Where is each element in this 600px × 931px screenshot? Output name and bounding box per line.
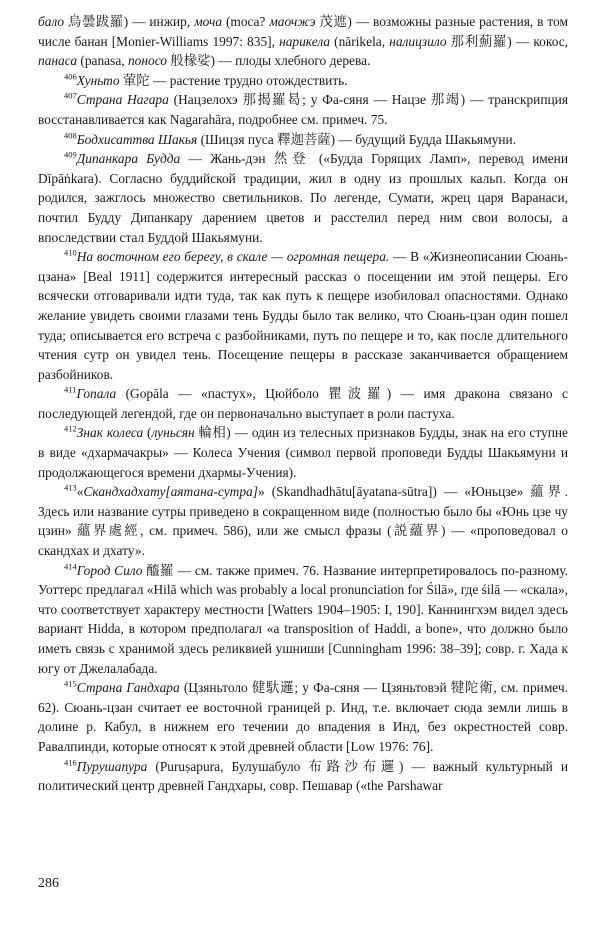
footnote-text: (nārikela, bbox=[330, 33, 390, 49]
footnote-number: 410 bbox=[64, 247, 77, 258]
footnote-term: панаса bbox=[38, 53, 78, 69]
footnote-term: нарикела bbox=[279, 33, 331, 49]
footnote-416 bbox=[38, 757, 568, 796]
footnote-406 bbox=[38, 71, 568, 91]
footnote-number: 408 bbox=[64, 130, 77, 141]
footnote-term: Гопала bbox=[76, 386, 117, 402]
footnote-number: 406 bbox=[64, 71, 77, 82]
footnote-term: Скандхадхату[аятана-сутра] bbox=[83, 484, 258, 500]
footnote-term: Дипанкара Будда bbox=[76, 151, 181, 167]
footnote-411 bbox=[38, 384, 568, 423]
footnote-text: 輪相) — один из телесных признаков Будды, знак на его ступне в виде «дхармачакры» — Колеса Учения (символ первой проповеди Будды Шакьямуни и продолжающегося времени дхармы-Учения). bbox=[38, 425, 568, 480]
document-body bbox=[38, 12, 568, 796]
footnote-text: (Нацзелохэ 那揭羅曷; у Фа-сяня — Нацзе 那竭) — транскрипция восстанавливается как Nagarahāra, подробнее см. примеч. 75. bbox=[38, 92, 568, 127]
footnote-term: Бодхисаттва Шакья bbox=[76, 131, 198, 147]
footnote-number: 413 bbox=[64, 482, 77, 493]
footnote-text: (Gopāla — «пастух», Цюйболо 瞿波羅) — имя дракона связано с последующей легендой, где он первоначально выступает в роли пастуха. bbox=[38, 386, 568, 421]
footnote-term: бало bbox=[38, 14, 65, 29]
footnote-text: 那利薊羅) — кокос, bbox=[446, 33, 569, 49]
footnote-number: 415 bbox=[64, 678, 77, 689]
footnote-408 bbox=[38, 130, 568, 150]
footnote-text: (panasa, bbox=[77, 53, 128, 69]
footnote-text: » (Skandhadhātu[āyatana-sūtra]) — «Юньцзе» 蘊界. Здесь или название сутры приведено в сокращенном виде (полностью было бы «Юнь цзе чу цзин» 蘊界處經, см. примеч. 586), или же смысл фразы (説蘊界) — «проповедовал о скандхах и дхату». bbox=[38, 484, 568, 559]
footnote-410 bbox=[38, 247, 568, 384]
footnote-text: 烏曇跋羅) — инжир, bbox=[64, 14, 195, 29]
page-number: 286 bbox=[38, 876, 59, 891]
footnote-number: 409 bbox=[64, 149, 77, 160]
footnote-number: 407 bbox=[64, 90, 77, 101]
footnote-407 bbox=[38, 90, 568, 129]
footnote-term: Хуньто bbox=[76, 72, 120, 88]
footnote-number: 414 bbox=[64, 561, 77, 572]
footnote-415 bbox=[38, 678, 568, 756]
footnote-term: маочжэ bbox=[269, 14, 316, 29]
footnote-text: (moca? bbox=[222, 14, 270, 29]
footnote-term: Знак колеса bbox=[76, 425, 144, 441]
footnote-413 bbox=[38, 482, 568, 560]
footnote-409 bbox=[38, 149, 568, 247]
footnote-term: моча bbox=[194, 14, 223, 29]
footnote-number: 416 bbox=[64, 757, 77, 768]
footnote-text: (Puruṣapura, Булушабуло 布路沙布邏) — важный культурный и политический центр древней Гандхары, совр. Пешавар («the Parshawar bbox=[38, 758, 568, 794]
footnote-term: луньсян bbox=[151, 425, 195, 441]
footnote-term: Пурушапура bbox=[76, 758, 148, 774]
footnote-text: 般椽娑) — плоды хлебного дерева. bbox=[167, 53, 371, 69]
footnote-term: поносо bbox=[127, 53, 168, 69]
footnote-text: — В «Жизнеописании Сюань-цзана» [Beal 1911] содержится интересный рассказ о посещении им этой пещеры. Его всячески отговаривали идти туда, так как путь к пещере изобиловал опасностями. Однако желание увидеть своими глазами тень Будды было так велико, что Сюань-цзан один пошел туда; описывается его встреча с разбойниками, путь по пещере и то, как после длительного чтения сутр он увидел тень. Посещение пещеры в рассказе заканчивается обращением разбойников. bbox=[38, 249, 568, 382]
footnote-term: Страна Нагара bbox=[76, 92, 169, 108]
footnote-text: 葷陀 — растение трудно отождествить. bbox=[119, 72, 348, 88]
footnote-number: 411 bbox=[64, 384, 77, 395]
footnote-text: « bbox=[76, 484, 84, 500]
footnote-412 bbox=[38, 423, 568, 482]
footnote-414 bbox=[38, 561, 568, 679]
footnote-text: ( bbox=[143, 425, 152, 441]
footnote-text: 茂遮) — возможны разные растения, в том числе банан [Monier-Williams 1997: 835], bbox=[38, 14, 568, 49]
footnote-term: Город Сило bbox=[76, 562, 143, 578]
footnote-text: 醯羅 — см. также примеч. 76. Название интерпретировалось по-разному. Уоттерс предлагал «Hilā which was probably a local pronunciation for Śilā», где śilā — «скала», что соответствует характеру местности [Watters 1904–1905: I, 190]. Каннингхэм видел здесь вариант Hidda, в котором предполагал «a transposition of Haddi, a bone», что должно было иметь связь с хранимой здесь реликвией ушниши [Cunningham 1996: 38–39]; совр. г. Хада к югу от Джелалабада. bbox=[38, 562, 568, 676]
footnote-continued bbox=[38, 12, 568, 71]
footnote-term: налицзило bbox=[389, 33, 447, 49]
footnote-term: На восточном его берегу, в скале — огромная пещера. bbox=[76, 249, 390, 265]
footnote-text: — Жань-дэн 然登 («Будда Горящих Ламп», перевод имени Dīpāṅkara). Согласно буддийской традиции, жил в одну из прошлых кальп. Когда он родился, зажглось множество светильников. По легенде, Сумати, жрец царя Варанаси, почтил Будду Дипанкару дарением цветов и расстелил перед ним свои волосы, а впоследствии стал Буддой Шакьямуни. bbox=[38, 151, 569, 245]
footnote-term: Страна Гандхара bbox=[76, 680, 180, 696]
footnote-number: 412 bbox=[64, 424, 77, 434]
footnote-text: (Шицзя пуса 釋迦菩薩) — будущий Будда Шакьямуни. bbox=[197, 131, 517, 147]
footnote-text: (Цзяньтоло 健馱邏; у Фа-сяня — Цзяньтовэй 犍陀衛, см. примеч. 62). Сюань-цзан считает ее восточной границей р. Инд, т.е. включает сюда земли лишь в долине р. Кабул, в нижнем его течении до впадения в Инд, без окрестностей совр. Равалпинди, которые относят к этой древней области [Low 1976: 76]. bbox=[38, 680, 568, 754]
